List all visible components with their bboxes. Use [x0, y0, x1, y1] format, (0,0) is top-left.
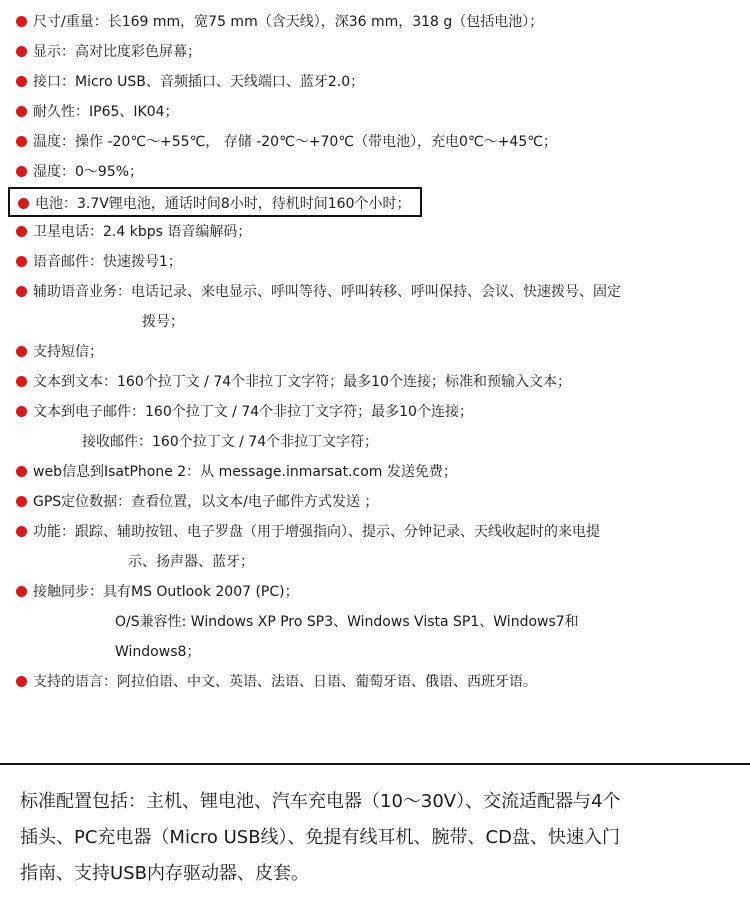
spec-text: 温度：操作 -20℃～+55℃， 存储 -20℃～+70℃（带电池），充电0℃～+45℃；	[33, 134, 557, 150]
spec-text: 耐久性：IP65、IK04；	[33, 104, 179, 120]
bullet-icon	[18, 198, 29, 209]
standard-config	[20, 784, 720, 892]
standard-config-line: 插头、PC充电器（Micro USB线）、免提有线耳机、腕带、CD盘、快速入门	[20, 827, 620, 848]
bullet-icon	[16, 46, 27, 57]
spec-text: 文本到电子邮件：160个拉丁文 / 74个非拉丁文字符；最多10个连接；	[33, 404, 473, 420]
spec-item	[16, 338, 103, 366]
spec-text: 接口：Micro USB、音频插口、天线端口、蓝牙2.0；	[33, 74, 365, 90]
spec-text: 功能：跟踪、辅助按钮、电子罗盘（用于增强指向）、提示、分钟记录、天线收起时的来电提	[33, 524, 600, 540]
spec-continuation: O/S兼容性: Windows XP Pro SP3、Windows Vista SP1、Windows7和	[115, 614, 579, 630]
bullet-icon	[16, 466, 27, 477]
spec-text: 湿度：0～95%；	[33, 164, 144, 180]
spec-item	[16, 218, 251, 246]
bullet-icon	[16, 586, 27, 597]
bullet-icon	[16, 346, 27, 357]
spec-continuation: 示、扬声器、蓝牙；	[128, 554, 254, 570]
bullet-icon	[16, 286, 27, 297]
spec-text: 支持短信；	[33, 344, 103, 360]
spec-item	[16, 38, 201, 66]
spec-item	[16, 578, 299, 606]
spec-item-highlighted	[8, 187, 422, 217]
spec-text: 接触同步：具有MS Outlook 2007 (PC)；	[33, 584, 299, 600]
spec-text: 语音邮件：快速拨号1；	[33, 254, 182, 270]
bullet-icon	[16, 496, 27, 507]
spec-item	[16, 488, 378, 516]
bullet-icon	[16, 136, 27, 147]
spec-item	[16, 458, 457, 486]
bullet-icon	[16, 166, 27, 177]
spec-text: GPS定位数据：查看位置，以文本/电子邮件方式发送 ；	[33, 494, 379, 510]
bullet-icon	[16, 676, 27, 687]
standard-config-line: 指南、支持USB内存驱动器、皮套。	[20, 863, 309, 884]
spec-text: 尺寸/重量：长169 mm，宽75 mm（含天线），深36 mm，318 g（包括电池）；	[33, 14, 544, 30]
spec-text: 显示：高对比度彩色屏幕；	[33, 44, 201, 60]
bullet-icon	[16, 406, 27, 417]
section-divider	[0, 763, 750, 765]
bullet-icon	[16, 76, 27, 87]
spec-text: web信息到IsatPhone 2：从 message.inmarsat.com 发送免费；	[33, 464, 457, 480]
spec-item	[16, 368, 571, 396]
spec-item	[16, 8, 543, 36]
bullet-icon	[16, 376, 27, 387]
spec-continuation: 拨号；	[142, 314, 184, 330]
spec-text: 文本到文本：160个拉丁文 / 74个非拉丁文字符；最多10个连接；标准和预输入文本；	[33, 374, 571, 390]
spec-text: 电池：3.7V锂电池，通话时间8小时，待机时间160个小时；	[35, 196, 411, 212]
spec-item	[16, 518, 600, 546]
spec-item	[16, 398, 473, 426]
bullet-icon	[16, 16, 27, 27]
bullet-icon	[16, 526, 27, 537]
spec-item	[16, 158, 143, 186]
standard-config-line: 标准配置包括：主机、锂电池、汽车充电器（10～30V）、交流适配器与4个	[20, 791, 621, 812]
spec-text: 支持的语言：阿拉伯语、中文、英语、法语、日语、葡萄牙语、俄语、西班牙语。	[33, 674, 537, 690]
spec-text: 卫星电话：2.4 kbps 语音编解码；	[33, 224, 252, 240]
spec-item	[16, 128, 557, 156]
bullet-icon	[16, 226, 27, 237]
spec-text: 辅助语音业务：电话记录、来电显示、呼叫等待、呼叫转移、呼叫保持、会议、快速拨号、固定	[33, 284, 621, 300]
spec-continuation: 接收邮件：160个拉丁文 / 74个非拉丁文字符；	[82, 434, 379, 450]
bullet-icon	[16, 106, 27, 117]
spec-item	[16, 668, 537, 696]
spec-item	[16, 68, 364, 96]
spec-item	[16, 278, 621, 306]
spec-continuation: Windows8；	[115, 644, 201, 660]
spec-item	[16, 248, 182, 276]
spec-item	[16, 98, 179, 126]
bullet-icon	[16, 256, 27, 267]
